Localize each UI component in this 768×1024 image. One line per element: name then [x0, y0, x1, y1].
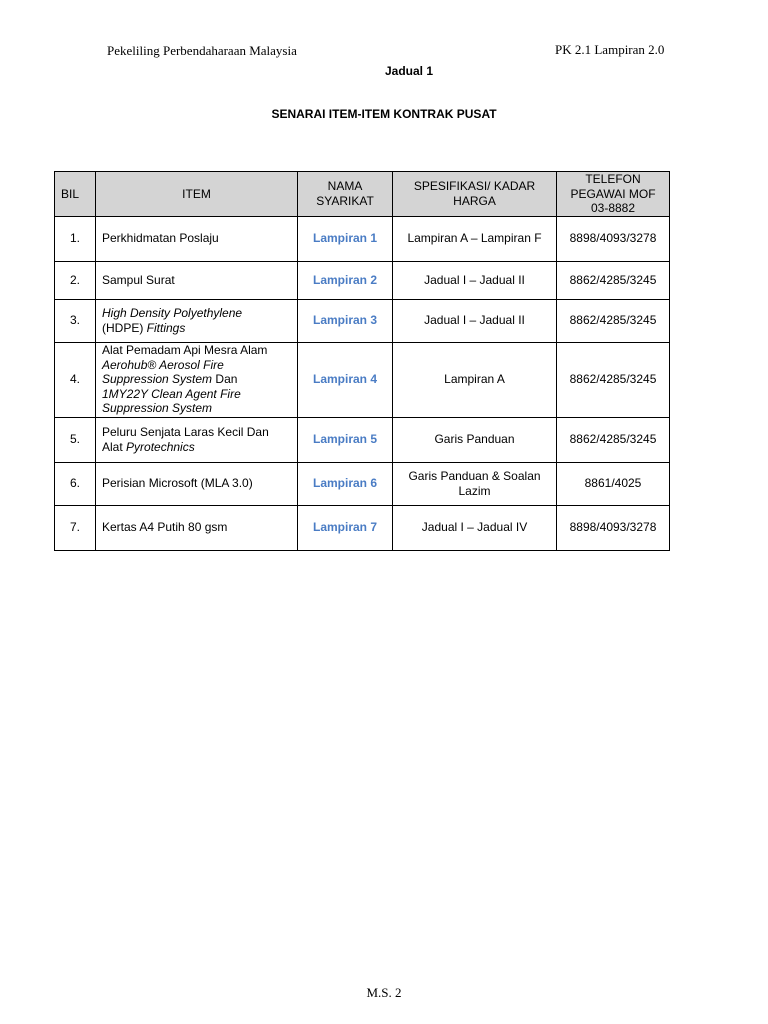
- item-line: [102, 425, 291, 440]
- cell-nama-syarikat-link[interactable]: Lampiran 2: [298, 261, 393, 299]
- cell-telefon: 8862/4285/3245: [557, 417, 670, 462]
- cell-item: [96, 216, 298, 261]
- cell-nama-syarikat-link[interactable]: Lampiran 5: [298, 417, 393, 462]
- cell-telefon: 8861/4025: [557, 462, 670, 505]
- cell-nama-syarikat-link[interactable]: Lampiran 7: [298, 505, 393, 550]
- cell-bil: 1.: [55, 216, 96, 261]
- item-text: Alat: [102, 439, 127, 454]
- cell-item: [96, 299, 298, 342]
- column-header-bil: BIL: [55, 172, 96, 217]
- cell-telefon: 8898/4093/3278: [557, 505, 670, 550]
- cell-item: [96, 417, 298, 462]
- cell-bil: 4.: [55, 342, 96, 417]
- cell-bil: 7.: [55, 505, 96, 550]
- item-text: Pyrotechnics: [126, 439, 195, 454]
- table-row: [55, 261, 670, 299]
- item-text: Alat Pemadam Api Mesra Alam: [102, 343, 268, 358]
- item-text: Fittings: [146, 320, 186, 335]
- item-line: [102, 343, 291, 358]
- column-header-item: ITEM: [96, 172, 298, 217]
- table-row: [55, 462, 670, 505]
- item-text: (HDPE): [102, 320, 147, 335]
- header-right-text: PK 2.1 Lampiran 2.0: [555, 42, 665, 57]
- column-header-spesifikasi: SPESIFIKASI/ KADAR HARGA: [393, 172, 557, 217]
- cell-spesifikasi: Garis Panduan & Soalan Lazim: [393, 462, 557, 505]
- item-line: [102, 520, 291, 535]
- item-line: [102, 476, 291, 491]
- cell-spesifikasi: Jadual I – Jadual II: [393, 299, 557, 342]
- item-text: Perkhidmatan Poslaju: [102, 231, 219, 246]
- item-line: [102, 440, 291, 455]
- page-number: M.S. 2: [366, 985, 402, 1000]
- column-header-telefon: TELEFON PEGAWAI MOF 03-8882: [557, 172, 670, 217]
- table-header-row: [55, 172, 670, 217]
- item-text: Suppression System: [102, 372, 213, 387]
- item-text: High Density Polyethylene: [102, 306, 243, 320]
- cell-nama-syarikat-link[interactable]: Lampiran 3: [298, 299, 393, 342]
- document-subtitle: SENARAI ITEM-ITEM KONTRAK PUSAT: [271, 107, 497, 121]
- document-title: Jadual 1: [384, 64, 434, 78]
- cell-spesifikasi: Jadual I – Jadual II: [393, 261, 557, 299]
- table-row: [55, 216, 670, 261]
- cell-bil: 2.: [55, 261, 96, 299]
- table-row: [55, 417, 670, 462]
- table-row: [55, 342, 670, 417]
- item-line: [102, 273, 291, 288]
- column-header-nama-syarikat: NAMA SYARIKAT: [298, 172, 393, 217]
- item-text: Suppression System: [102, 401, 213, 416]
- cell-spesifikasi: Lampiran A – Lampiran F: [393, 216, 557, 261]
- cell-spesifikasi: Garis Panduan: [393, 417, 557, 462]
- header-left-text: Pekeliling Perbendaharaan Malaysia: [107, 43, 297, 58]
- cell-item: [96, 342, 298, 417]
- item-line: [102, 387, 291, 402]
- cell-item: [96, 261, 298, 299]
- item-line: [102, 372, 291, 387]
- table-row: [55, 505, 670, 550]
- cell-telefon: 8862/4285/3245: [557, 299, 670, 342]
- cell-bil: 3.: [55, 299, 96, 342]
- cell-bil: 5.: [55, 417, 96, 462]
- cell-nama-syarikat-link[interactable]: Lampiran 4: [298, 342, 393, 417]
- cell-nama-syarikat-link[interactable]: Lampiran 6: [298, 462, 393, 505]
- item-line: [102, 401, 291, 416]
- item-text: Dan: [212, 372, 238, 387]
- item-text: Aerohub® Aerosol Fire: [102, 357, 224, 372]
- item-line: [102, 321, 291, 336]
- item-text: Peluru Senjata Laras Kecil Dan: [102, 425, 269, 439]
- cell-telefon: 8862/4285/3245: [557, 342, 670, 417]
- cell-telefon: 8898/4093/3278: [557, 216, 670, 261]
- cell-spesifikasi: Lampiran A: [393, 342, 557, 417]
- cell-bil: 6.: [55, 462, 96, 505]
- item-line: [102, 306, 291, 321]
- cell-nama-syarikat-link[interactable]: Lampiran 1: [298, 216, 393, 261]
- item-text: Kertas A4 Putih 80 gsm: [102, 520, 228, 535]
- cell-spesifikasi: Jadual I – Jadual IV: [393, 505, 557, 550]
- item-text: Sampul Surat: [102, 272, 175, 287]
- item-line: [102, 231, 291, 246]
- contract-items-table: [54, 171, 670, 551]
- item-text: 1MY22Y Clean Agent Fire: [102, 386, 241, 401]
- item-text: Perisian Microsoft (MLA 3.0): [102, 476, 253, 491]
- cell-telefon: 8862/4285/3245: [557, 261, 670, 299]
- table-row: [55, 299, 670, 342]
- cell-item: [96, 505, 298, 550]
- item-line: [102, 358, 291, 373]
- cell-item: [96, 462, 298, 505]
